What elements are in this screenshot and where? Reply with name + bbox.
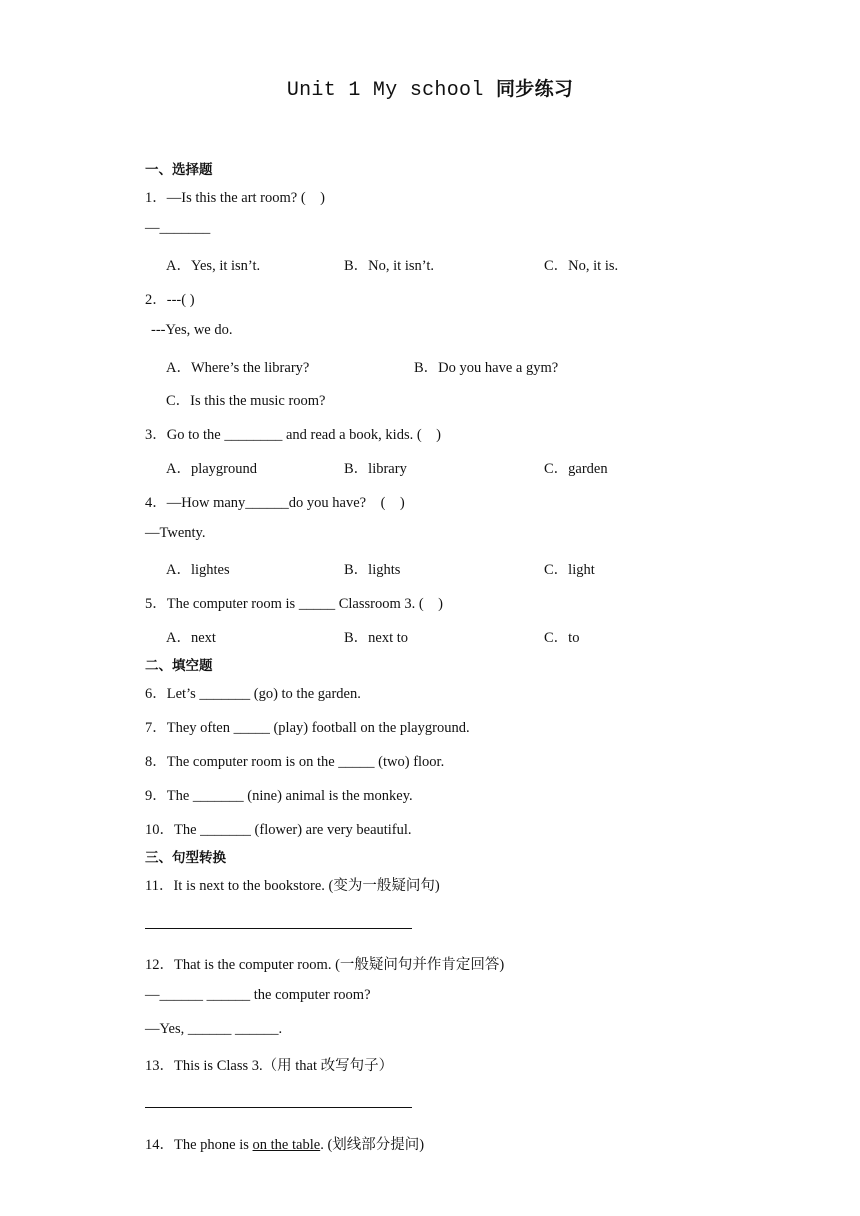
page-title [0,74,860,102]
question-3-option-c: C．garden [544,461,608,477]
question-14 [145,1133,424,1154]
question-7: 7．They often _____ (play) football on the playground. [145,720,470,736]
question-10: 10．The _______ (flower) are very beautiful. [145,822,412,838]
question-1-option-b: B．No, it isn’t. [344,258,434,274]
section-heading-fill-blank: 二、填空题 [145,658,213,674]
question-2-option-c: C．Is this the music room? [166,393,326,409]
question-2-reply: ---Yes, we do. [151,322,233,338]
question-3-stem: 3．Go to the ________ and read a book, kids. ( ) [145,427,441,443]
question-4-option-a: A．lightes [166,562,230,578]
question-9: 9．The _______ (nine) animal is the monkey. [145,788,413,804]
question-1-option-a: A．Yes, it isn’t. [166,258,261,274]
question-5-stem: 5．The computer room is _____ Classroom 3. ( ) [145,596,444,612]
question-2-stem: 2．---( ) [145,292,195,308]
question-3-option-b: B．library [344,461,407,477]
question-13: 13．This is Class 3.（用 that 改写句子） [145,1058,394,1074]
question-5-option-a: A．next [166,630,216,646]
question-4-option-b: B．lights [344,562,401,578]
question-2-option-b: B．Do you have a gym? [414,360,559,376]
question-4-option-c: C．light [544,562,595,578]
question-12-line-1: —______ ______ the computer room? [145,987,371,1003]
section-heading-choice: 一、选择题 [145,162,213,178]
question-12-stem: 12．That is the computer room. (一般疑问句并作肯定回答) [145,957,505,973]
question-13-answer-rule [145,1107,412,1108]
question-5-option-c: C．to [544,630,580,646]
title-english: Unit 1 My school [286,79,484,102]
question-1-stem: 1．—Is this the art room? ( ) [145,190,326,206]
question-5-option-b: B．next to [344,630,409,646]
title-chinese: 同步练习 [495,78,574,100]
question-12-line-2: —Yes, ______ ______. [145,1021,283,1037]
question-14-underlined: on the table [252,1137,321,1153]
question-3-option-a: A．playground [166,461,258,477]
question-11-answer-rule [145,928,412,929]
question-14-suffix: . (划线部分提问) [320,1137,425,1153]
question-11: 11．It is next to the bookstore. (变为一般疑问句) [145,878,440,894]
question-14-prefix: 14．The phone is [145,1137,253,1153]
question-8: 8．The computer room is on the _____ (two) floor. [145,754,445,770]
question-4-reply: —Twenty. [145,525,206,541]
question-4-stem: 4．—How many______do you have? ( ) [145,495,405,511]
question-1-answer-line: —_______ [145,220,211,236]
section-heading-sentence-transform: 三、句型转换 [145,850,226,866]
question-6: 6．Let’s _______ (go) to the garden. [145,686,361,702]
question-2-option-a: A．Where’s the library? [166,360,310,376]
question-1-option-c: C．No, it is. [544,258,619,274]
